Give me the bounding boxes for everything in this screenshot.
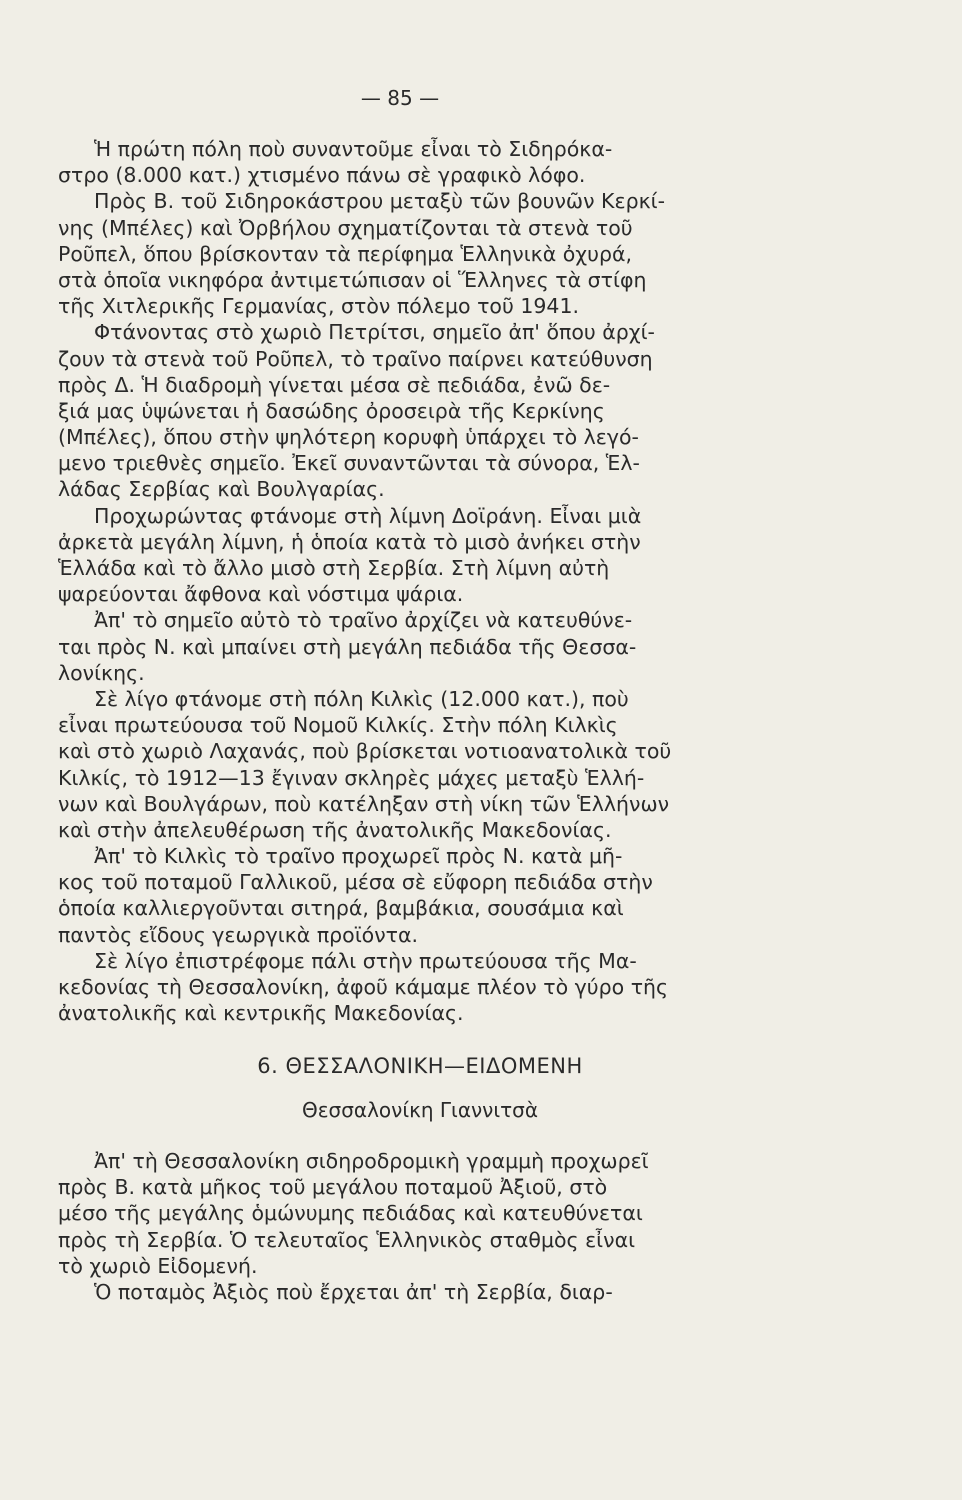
text-line: Φτάνοντας στὸ χωριὸ Πετρίτσι, σημεῖο ἀπ' ὅπου ἀρχί- [94, 320, 655, 345]
text-line: λονίκης. [58, 660, 145, 685]
text-line: Ἀπ' τὴ Θεσσαλονίκη σιδηροδρομικὴ γραμμὴ προχωρεῖ [94, 1149, 649, 1173]
text-line: Σὲ λίγο φτάνομε στὴ πόλη Κιλκὶς (12.000 κατ.), ποὺ [94, 686, 629, 711]
text-line: εἶναι πρωτεύουσα τοῦ Νομοῦ Κιλκίς. Στὴν πόλη Κιλκὶς [58, 713, 618, 738]
text-line: πρὸς τὴ Σερβία. Ὁ τελευταῖος Ἑλληνικὸς σταθμὸς εἶναι [58, 1227, 636, 1252]
section-text [58, 1148, 802, 1305]
section-title: 6. ΘΕΣΣΑΛΟΝΙΚΗ—ΕΙΔΟΜΕΝΗ [257, 1054, 583, 1078]
text-line: νων καὶ Βουλγάρων, ποὺ κατέληξαν στὴ νίκη τῶν Ἑλλήνων [58, 791, 670, 816]
text-line: λάδας Σερβίας καὶ Βουλγαρίας. [58, 477, 385, 502]
text-line: Προχωρώντας φτάνομε στὴ λίμνη Δοϊράνη. Εἶναι μιὰ [94, 503, 642, 528]
page-number: — 85 — [360, 86, 440, 110]
text-line: στὰ ὁποῖα νικηφόρα ἀντιμετώπισαν οἱ Ἕλληνες τὰ στίφη [58, 267, 647, 292]
text-line: ται πρὸς Ν. καὶ μπαίνει στὴ μεγάλη πεδιάδα τῆς Θεσσα- [58, 634, 637, 659]
text-line: μενο τριεθνὲς σημεῖο. Ἐκεῖ συναντῶνται τὰ σύνορα, Ἑλ- [58, 451, 640, 476]
text-line: καὶ στὸ χωριὸ Λαχανάς, ποὺ βρίσκεται νοτιοανατολικὰ τοῦ [58, 739, 672, 764]
text-line: Κιλκίς, τὸ 1912—13 ἔγιναν σκληρὲς μάχες μεταξὺ Ἑλλή- [58, 765, 645, 790]
text-line: ξιά μας ὑψώνεται ἡ δασώδης ὀροσειρὰ τῆς Κερκίνης [58, 398, 605, 423]
text-line: ἀνατολικῆς καὶ κεντρικῆς Μακεδονίας. [58, 1001, 464, 1026]
text-line: Ἀπ' τὸ σημεῖο αὐτὸ τὸ τραῖνο ἀρχίζει νὰ κατευθύνε- [94, 608, 633, 633]
text-line: Σὲ λίγο ἐπιστρέφομε πάλι στὴν πρωτεύουσα τῆς Μα- [94, 948, 637, 973]
text-line: Ἡ πρώτη πόλη ποὺ συναντοῦμε εἶναι τὸ Σιδηρόκα- [94, 137, 613, 161]
text-line: κος τοῦ ποταμοῦ Γαλλικοῦ, μέσα σὲ εὔφορη πεδιάδα στὴν [58, 870, 653, 895]
text-line: νης (Μπέλες) καὶ Ὀρβήλου σχηματίζονται τὰ στενὰ τοῦ [58, 215, 633, 240]
text-line: Ἑλλάδα καὶ τὸ ἄλλο μισὸ στὴ Σερβία. Στὴ λίμνη αὐτὴ [58, 556, 610, 580]
text-line: Πρὸς Β. τοῦ Σιδηροκάστρου μεταξὺ τῶν βουνῶν Κερκί- [94, 189, 666, 214]
text-line: Ροῦπελ, ὅπου βρίσκονταν τὰ περίφημα Ἑλληνικὰ ὀχυρά, [58, 241, 633, 266]
text-line: ὁποία καλλιεργοῦνται σιτηρά, βαμβάκια, σουσάμια καὶ [58, 896, 624, 921]
section-subtitle: Θεσσαλονίκη Γιαννιτσὰ [301, 1098, 539, 1122]
text-line: Ἀπ' τὸ Κιλκὶς τὸ τραῖνο προχωρεῖ πρὸς Ν. κατὰ μῆ- [94, 844, 623, 869]
text-line: παντὸς εἴδους γεωργικὰ προϊόντα. [58, 922, 419, 947]
text-line: ζουν τὰ στενὰ τοῦ Ροῦπελ, τὸ τραῖνο παίρνει κατεύθυνση [58, 346, 653, 371]
text-line: ψαρεύονται ἄφθονα καὶ νόστιμα ψάρια. [58, 582, 464, 607]
text-line: (Μπέλες), ὅπου στὴν ψηλότερη κορυφὴ ὑπάρχει τὸ λεγό- [58, 425, 639, 450]
text-line: πρὸς Δ. Ἡ διαδρομὴ γίνεται μέσα σὲ πεδιάδα, ἐνῶ δε- [58, 372, 611, 397]
text-line: κεδονίας τὴ Θεσσαλονίκη, ἀφοῦ κάμαμε πλέον τὸ γύρο τῆς [58, 975, 669, 999]
text-line: στρο (8.000 κατ.) χτισμένο πάνω σὲ γραφικὸ λόφο. [58, 163, 586, 188]
text-line: τῆς Χιτλερικῆς Γερμανίας, στὸν πόλεμο τοῦ 1941. [58, 294, 580, 319]
text-line: ἀρκετὰ μεγάλη λίμνη, ἡ ὁποία κατὰ τὸ μισὸ ἀνήκει στὴν [58, 529, 641, 554]
text-line: μέσο τῆς μεγάλης ὁμώνυμης πεδιάδας καὶ κατευθύνεται [58, 1201, 643, 1226]
text-line: πρὸς Β. κατὰ μῆκος τοῦ μεγάλου ποταμοῦ Ἀξιοῦ, στὸ [58, 1175, 608, 1200]
text-line: καὶ στὴν ἀπελευθέρωση τῆς ἀνατολικῆς Μακεδονίας. [58, 817, 612, 842]
text-line: τὸ χωριὸ Εἰδομενή. [58, 1253, 258, 1278]
main-text [58, 136, 802, 1026]
text-line: Ὁ ποταμὸς Ἀξιὸς ποὺ ἔρχεται ἀπ' τὴ Σερβία, διαρ- [94, 1279, 613, 1304]
